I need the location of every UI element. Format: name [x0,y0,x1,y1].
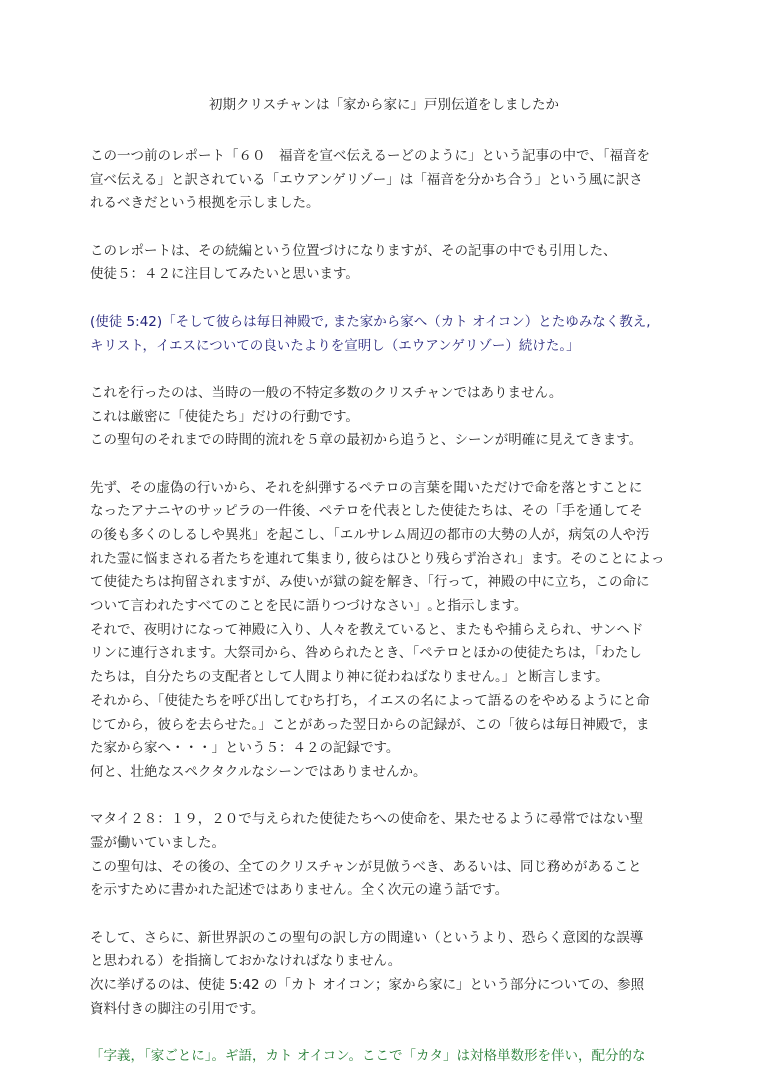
text-line: マタイ２８：１９，２０で与えられた使徒たちへの使命を、果たせるように尋常ではない聖 [90,811,644,828]
text-line: た家から家へ・・・」という５：４２の記録です。 [90,740,400,757]
text-line: なったアナニヤのサッピラの一件後、ペテロを代表とした使徒たちは、その「手を通してそ [90,503,643,520]
document-title: 初期クリスチャンは「家から家に」戸別伝道をしましたか [208,97,560,113]
text-line: と思われる）を指摘しておかなければなりません。 [90,953,402,970]
paragraph-gap [90,785,690,809]
text-line: 「字義，「家ごとに」。ギ語，カト オイコン。ここで「カタ」は対格単数形を伴い，配分的な [90,1048,646,1065]
text-line: じてから，彼らを去らせた｡」ことがあった翌日からの記録が、この「彼らは毎日神殿で，ま [90,716,650,733]
paragraph-gap [90,453,690,477]
text-line: の後も多くのしるしや異兆」を起こし、「エルサレム周辺の都市の大勢の人が，病気の人や汚 [90,527,650,543]
text-line: (使徒 5:42)「そして彼らは毎日神殿で, また家から家へ（カト オイコン）とたゆみなく教え, [90,313,651,330]
text-line: 使徒５：４２に注目してみたいと思います。 [90,266,359,283]
text-line: この聖句のそれまでの時間的流れを５章の最初から追うと、シーンが明確に見えてきます。 [90,432,643,449]
text-line: この聖句は、その後の、全てのクリスチャンが見倣うべき、あるいは、同じ務めがあること [90,858,642,875]
text-line: それから、「使徒たちを呼び出してむち打ち，イエスの名によって語るのをやめるようにと命 [90,692,650,709]
text-line: 宣べ伝える」と訳されている「エウアンゲリゾー」は「福音を分かち合う」という風に訳さ [90,171,643,188]
paragraph-gap [90,903,690,927]
paragraph [90,382,690,453]
paragraph [90,927,690,1022]
text-line: そして、さらに、新世界訳のこの聖句の訳し方の間違い（というより、恐らく意図的な誤導 [90,929,644,946]
text-line: 次に挙げるのは、使徒 5:42 の「カト オイコン；家から家に」という部分についての、参照 [90,977,645,994]
text-line: ついて言われたすべてのことを民に語りつづけなさい」｡と指示します。 [90,598,528,615]
paragraph-gap [90,1021,690,1045]
text-line: この一つ前のレポート「６０ 福音を宣べ伝えるーどのように」という記事の中で、「福音を [90,148,650,164]
paragraph [90,145,690,216]
text-line: を示すために書かれた記述ではありません。全く次元の違う話です。 [90,882,509,899]
text-line: 資料付きの脚注の引用です。 [90,1000,265,1017]
text-line: リンに連行されます。大祭司から、咎められたとき、「ペテロとほかの使徒たちは，「わたし [90,645,642,662]
paragraph-gap [90,358,690,382]
text-line: それで、夜明けになって神殿に入り、人々を教えていると、またもや捕らえられ、サンヘド [90,621,644,638]
paragraph [90,1045,690,1069]
paragraph [90,311,690,358]
paragraph-gap [90,216,690,240]
paragraph [90,477,690,785]
text-line: これを行ったのは、当時の一般の不特定多数のクリスチャンではありません。 [90,384,563,401]
paragraph [90,240,690,287]
paragraph-gap [90,287,690,311]
text-line: これは厳密に「使徒たち」だけの行動です。 [90,408,359,425]
text-line: キリスト，イエスについての良いたよりを宣明し（エウアンゲリゾー）続けた｡」 [90,337,580,354]
paragraph [90,808,690,903]
text-line: れた霊に悩まされる者たちを連れて集まり, 彼らはひとり残らず治され」ます。そのことによっ [90,550,665,567]
text-line: 何と、壮絶なスペクタクルなシーンではありませんか。 [90,763,427,780]
text-line: れるべきだという根拠を示しました。 [90,195,320,212]
text-line: たちは，自分たちの支配者として人間より神に従わねばなりません｡」と断言します。 [90,669,609,686]
text-line: 霊が働いていました。 [90,834,225,851]
text-line: て使徒たちは拘留されますが、み使いが獄の錠を解き、「行って，神殿の中に立ち，この命に [90,574,650,591]
document-body [90,145,690,1069]
text-line: 先ず、その虚偽の行いから、それを糾弾するペテロの言葉を聞いただけで命を落とすことに [90,479,643,496]
text-line: このレポートは、その続編という位置づけになりますが、その記事の中でも引用した、 [90,242,617,259]
